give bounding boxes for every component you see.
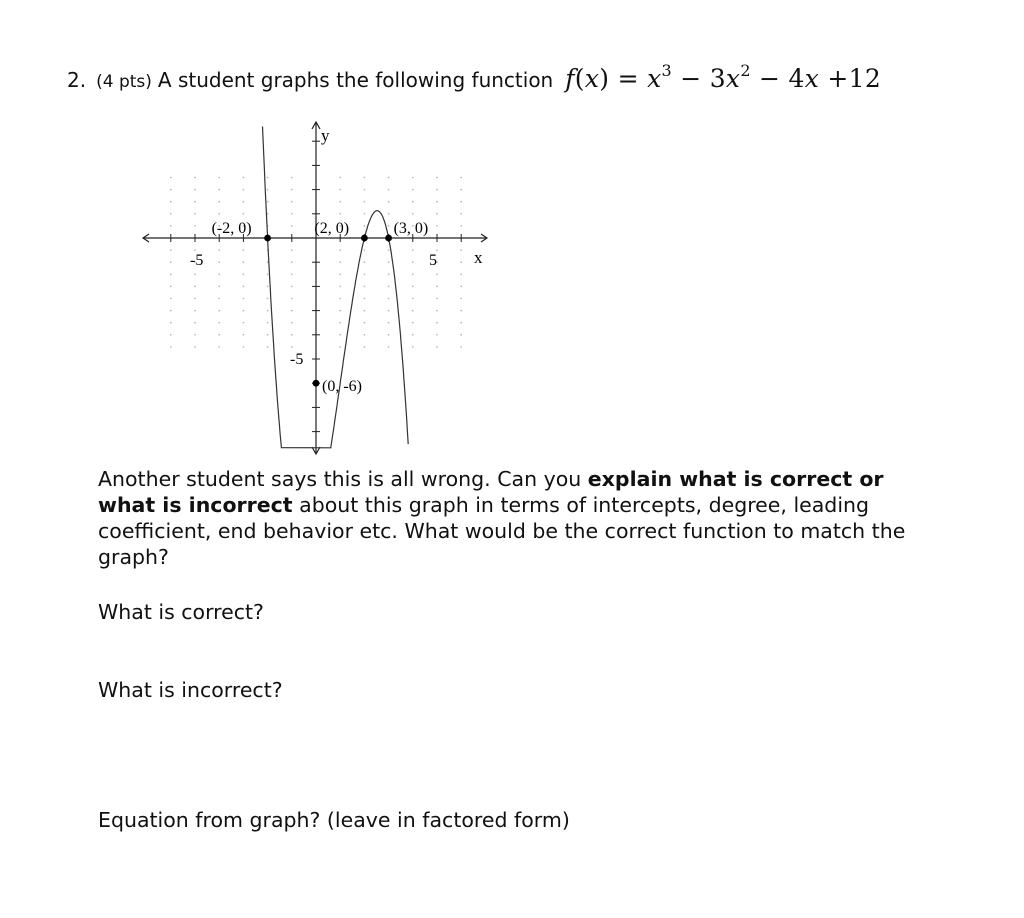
grid-dot — [436, 286, 438, 288]
grid-dot — [243, 298, 245, 300]
grid-dot — [339, 310, 341, 312]
grid-dot — [364, 189, 366, 191]
grid-dot — [388, 310, 390, 312]
grid-dot — [460, 322, 462, 324]
grid-dot — [170, 334, 172, 336]
grid-dot — [194, 322, 196, 324]
prompt-what-is-correct: What is correct? — [98, 600, 264, 624]
grid-dot — [339, 177, 341, 179]
grid-dot — [388, 273, 390, 275]
grid-dot — [388, 298, 390, 300]
grid-dot — [218, 249, 220, 251]
graph-point-label: (-2, 0) — [211, 220, 252, 237]
graph-point-label: (3, 0) — [393, 220, 429, 237]
grid-dot — [339, 322, 341, 324]
grid-dot — [291, 213, 293, 215]
grid-dot — [460, 213, 462, 215]
grid-dot — [436, 201, 438, 203]
grid-dot — [364, 213, 366, 215]
grid-dot — [267, 201, 269, 203]
grid-dot — [388, 201, 390, 203]
grid-dot — [364, 286, 366, 288]
question-points: (4 pts) — [96, 72, 152, 92]
grid-dot — [170, 261, 172, 263]
grid-dot — [436, 225, 438, 227]
grid-dot — [194, 273, 196, 275]
grid-dot — [388, 322, 390, 324]
grid-dot — [170, 213, 172, 215]
grid-dot — [194, 346, 196, 348]
grid-dot — [218, 213, 220, 215]
grid-dot — [170, 273, 172, 275]
grid-dot — [460, 225, 462, 227]
graph-point-label: (0, -6) — [322, 378, 362, 396]
grid-dot — [243, 273, 245, 275]
grid-dot — [243, 334, 245, 336]
grid-dot — [339, 273, 341, 275]
grid-dot — [243, 249, 245, 251]
grid-dot — [291, 177, 293, 179]
grid-dot — [170, 249, 172, 251]
grid-dot — [243, 286, 245, 288]
grid-dot — [460, 286, 462, 288]
grid-dot — [291, 249, 293, 251]
grid-dot — [267, 322, 269, 324]
grid-dot — [460, 249, 462, 251]
grid-dot — [364, 322, 366, 324]
grid-dot — [436, 249, 438, 251]
grid-dot — [291, 310, 293, 312]
grid-dot — [243, 189, 245, 191]
grid-dot — [170, 346, 172, 348]
grid-dot — [436, 310, 438, 312]
grid-dot — [194, 334, 196, 336]
grid-dot — [194, 286, 196, 288]
grid-dot — [291, 298, 293, 300]
grid-dot — [339, 286, 341, 288]
grid-dot — [218, 346, 220, 348]
grid-dot — [218, 189, 220, 191]
grid-dot — [267, 298, 269, 300]
grid-dot — [291, 225, 293, 227]
function-curve — [263, 127, 409, 448]
grid-dot — [388, 213, 390, 215]
grid-dot — [436, 346, 438, 348]
grid-dot — [460, 298, 462, 300]
grid-dot — [267, 286, 269, 288]
labeled-points — [212, 220, 429, 395]
grid-dot — [339, 261, 341, 263]
x-tick-label-pos5: 5 — [429, 252, 437, 269]
grid-dot — [339, 249, 341, 251]
grid-dot — [194, 201, 196, 203]
grid-dot — [364, 225, 366, 227]
grid-dot — [364, 177, 366, 179]
question-header — [67, 61, 882, 93]
function-graph — [130, 112, 500, 462]
grid-dot — [339, 346, 341, 348]
grid-dot — [243, 213, 245, 215]
grid-dot — [170, 286, 172, 288]
grid-dot — [412, 334, 414, 336]
graph-point — [313, 380, 320, 387]
grid-dot — [170, 310, 172, 312]
grid-dot — [291, 201, 293, 203]
grid-dot — [436, 273, 438, 275]
y-axis-label: y — [321, 126, 330, 145]
grid-dot — [291, 189, 293, 191]
question-paragraph: Another student says this is all wrong. Can you explain what is correct or what is incorrect about this graph in terms of intercepts, degree, leading coefficient, end behavior etc. What would be the correct function to match the graph? — [98, 467, 906, 569]
grid-dot — [267, 177, 269, 179]
grid-dot — [194, 310, 196, 312]
grid-dot — [412, 322, 414, 324]
function-formula: $f(x) = x^3 - 3x^2 - 4x +12$ — [565, 61, 882, 93]
grid-dot — [218, 334, 220, 336]
grid-dot — [243, 322, 245, 324]
grid-dot — [291, 346, 293, 348]
grid-dot — [218, 273, 220, 275]
grid-dot — [194, 225, 196, 227]
grid-dot — [243, 261, 245, 263]
grid-dot — [194, 189, 196, 191]
grid-dot — [291, 261, 293, 263]
prompt-what-is-incorrect: What is incorrect? — [98, 678, 283, 702]
grid-dot — [460, 310, 462, 312]
grid-dot — [460, 273, 462, 275]
grid-dot — [436, 213, 438, 215]
y-tick-label-neg5: -5 — [290, 351, 304, 368]
grid-dot — [436, 334, 438, 336]
grid-dot — [170, 177, 172, 179]
grid-dot — [267, 310, 269, 312]
question-number: 2. — [67, 68, 87, 92]
grid-dot — [267, 189, 269, 191]
grid-dot — [170, 189, 172, 191]
grid-dot — [267, 346, 269, 348]
grid-dot — [412, 298, 414, 300]
grid-dot — [364, 310, 366, 312]
grid-dot — [412, 273, 414, 275]
x-axis-label: x — [474, 248, 483, 267]
emphasis-text: explain what is correct or what is incorrect — [98, 467, 884, 517]
grid-dot — [218, 298, 220, 300]
grid-dot — [388, 225, 390, 227]
grid-dot — [291, 273, 293, 275]
grid-dot — [460, 189, 462, 191]
grid-dot — [218, 322, 220, 324]
grid-dot — [364, 201, 366, 203]
grid-dot — [388, 249, 390, 251]
grid-dot — [194, 298, 196, 300]
grid-dot — [388, 177, 390, 179]
grid-dot — [460, 346, 462, 348]
grid-dot — [364, 298, 366, 300]
grid-dot — [267, 273, 269, 275]
grid-dot — [218, 310, 220, 312]
grid-dot — [194, 177, 196, 179]
grid-dot — [412, 286, 414, 288]
grid-dot — [412, 310, 414, 312]
grid-dot — [194, 213, 196, 215]
grid-dot — [243, 346, 245, 348]
grid-dot — [170, 298, 172, 300]
grid-dot — [436, 177, 438, 179]
grid-dot — [267, 334, 269, 336]
grid-dot — [170, 201, 172, 203]
grid-dot — [460, 201, 462, 203]
graph-point — [385, 235, 392, 242]
grid-dot — [412, 213, 414, 215]
grid-dot — [243, 310, 245, 312]
grid-dot — [412, 346, 414, 348]
grid-dot — [218, 177, 220, 179]
grid-dot — [218, 201, 220, 203]
grid-dot — [388, 334, 390, 336]
grid-dot — [339, 189, 341, 191]
grid-dot — [218, 286, 220, 288]
grid-dot — [436, 322, 438, 324]
grid-dot — [412, 201, 414, 203]
grid-dot — [388, 261, 390, 263]
graph-point — [361, 235, 368, 242]
grid-dot — [388, 189, 390, 191]
grid-dot — [243, 177, 245, 179]
grid-dot — [412, 177, 414, 179]
grid-dot — [364, 249, 366, 251]
grid-dot — [194, 249, 196, 251]
grid-dot — [364, 334, 366, 336]
grid-dot — [412, 249, 414, 251]
graph-point-label: (2, 0) — [314, 220, 350, 237]
grid-dot — [388, 286, 390, 288]
grid-dot — [291, 286, 293, 288]
grid-dot — [460, 261, 462, 263]
grid-dot — [339, 213, 341, 215]
grid-dot — [291, 322, 293, 324]
grid-dot — [339, 201, 341, 203]
grid-dot — [170, 225, 172, 227]
grid-dot — [412, 261, 414, 263]
prompt-equation: Equation from graph? (leave in factored form) — [98, 808, 570, 832]
grid-dot — [364, 273, 366, 275]
grid-dot — [218, 261, 220, 263]
grid-dot — [243, 201, 245, 203]
x-tick-label-neg5: -5 — [190, 252, 204, 269]
grid-dot — [436, 298, 438, 300]
grid-dot — [460, 334, 462, 336]
graph-point — [264, 235, 271, 242]
grid-dot — [388, 346, 390, 348]
grid-dot — [364, 346, 366, 348]
grid-dot — [412, 189, 414, 191]
grid-dot — [291, 334, 293, 336]
grid-dot — [339, 298, 341, 300]
grid-dot — [170, 322, 172, 324]
question-lead-text: A student graphs the following function — [157, 68, 554, 92]
grid-dot — [436, 189, 438, 191]
grid-dot — [364, 261, 366, 263]
grid-dot — [339, 334, 341, 336]
grid-dot — [460, 177, 462, 179]
